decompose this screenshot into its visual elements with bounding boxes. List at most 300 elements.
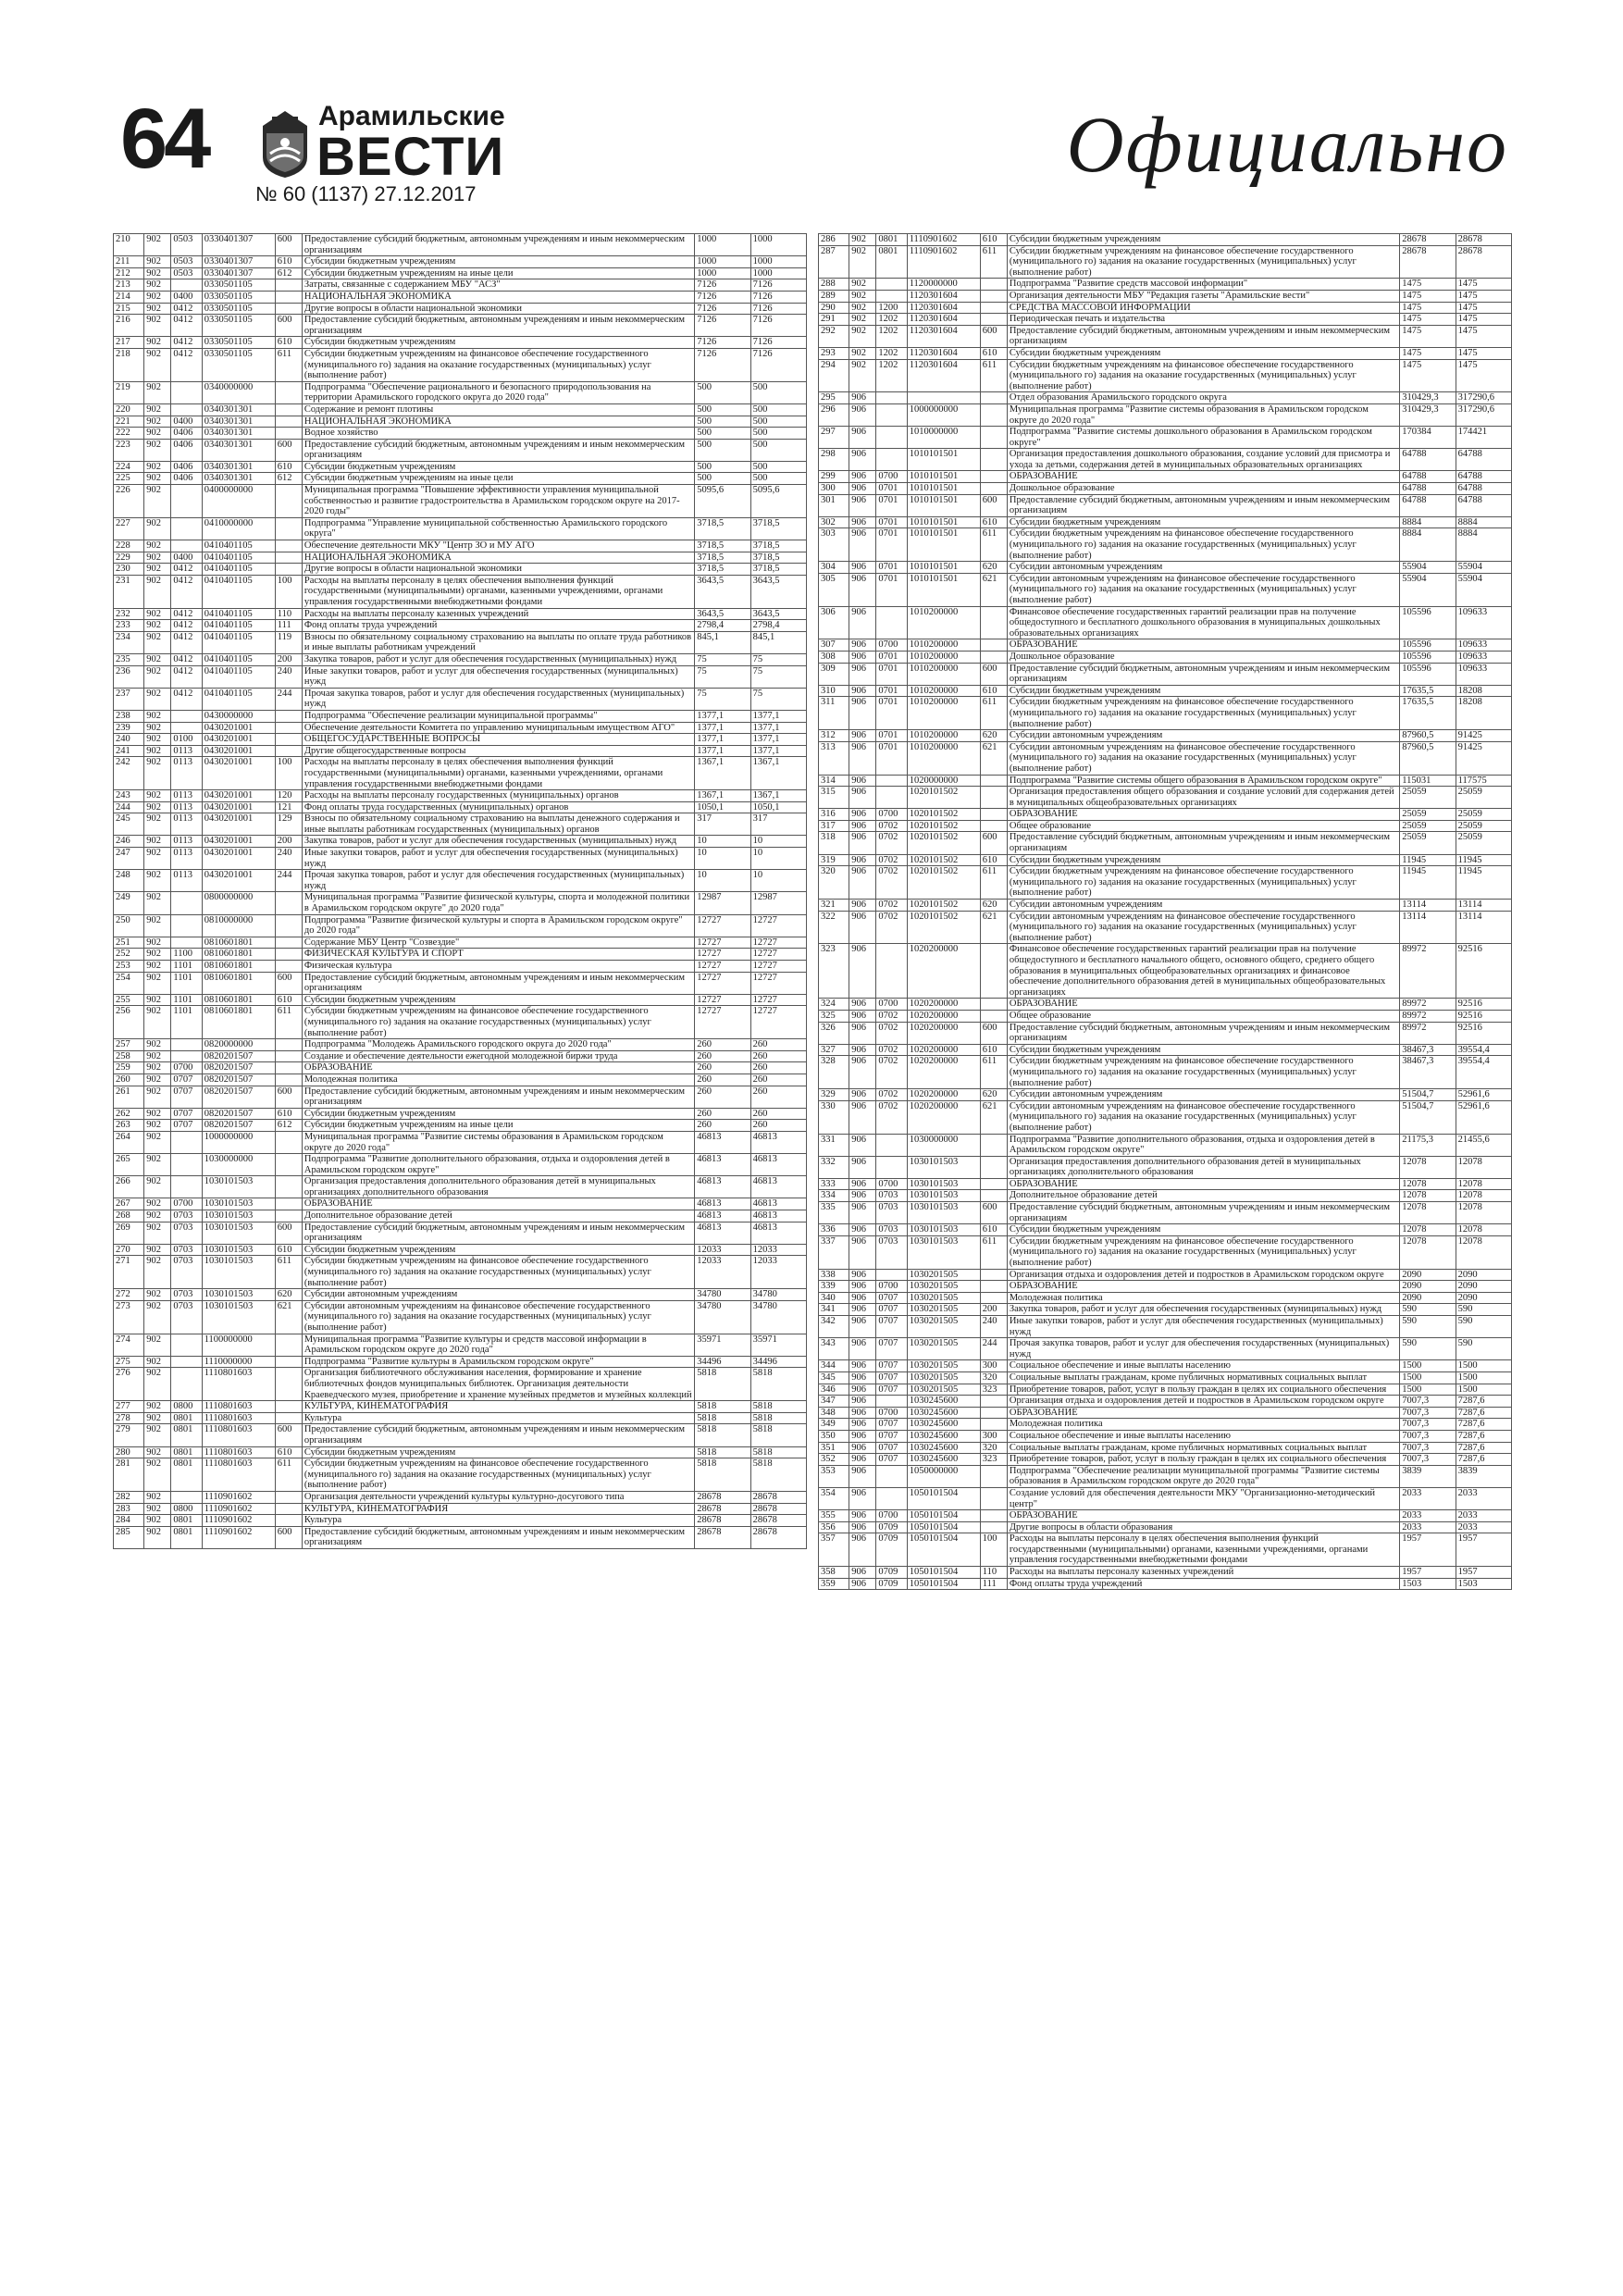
item-name: Субсидии автономным учреждениям на финансовое обеспечение государственного (муниципального го) задания на оказание государственных (муниципальных) услуг (выполнение работ) <box>1007 573 1399 606</box>
expense-type-code: 600 <box>980 1202 1007 1224</box>
target-code: 1010200000 <box>907 697 980 730</box>
row-number: 279 <box>114 1424 144 1446</box>
row-number: 299 <box>819 471 849 483</box>
item-name: Субсидии бюджетным учреждениям на финансовое обеспечение государственного (муниципального го) задания на оказание государственных (муниципальных) услуг (выполнение работ) <box>302 1256 694 1289</box>
amount-2019: 260 <box>695 1120 750 1132</box>
amount-2019: 35971 <box>695 1334 750 1356</box>
target-code: 1120301604 <box>907 290 980 302</box>
admin-code: 906 <box>849 1510 876 1522</box>
row-number: 348 <box>819 1407 849 1419</box>
expense-type-code: 621 <box>980 1100 1007 1134</box>
section-code: 0701 <box>876 528 907 562</box>
section-code: 0400 <box>171 291 202 303</box>
item-name: Социальное обеспечение и иные выплаты населению <box>1007 1430 1399 1442</box>
row-number: 227 <box>114 517 144 540</box>
section-code: 0707 <box>876 1360 907 1372</box>
target-code: 0810601801 <box>202 1006 275 1039</box>
expense-type-code <box>980 651 1007 663</box>
expense-type-code: 200 <box>275 653 302 665</box>
admin-code: 906 <box>849 809 876 821</box>
amount-2019: 12078 <box>1400 1202 1456 1224</box>
section-code: 0707 <box>876 1371 907 1384</box>
amount-2020: 92516 <box>1456 999 1511 1011</box>
table-row <box>819 787 1512 809</box>
row-number: 270 <box>114 1244 144 1256</box>
amount-2020: 5818 <box>750 1401 806 1413</box>
target-code: 0820000000 <box>202 1039 275 1051</box>
amount-2019: 260 <box>695 1108 750 1120</box>
table-row <box>819 403 1512 426</box>
expense-type-code <box>980 809 1007 821</box>
section-code: 0113 <box>171 757 202 790</box>
expense-type-code: 610 <box>980 516 1007 528</box>
expense-type-code: 620 <box>980 730 1007 742</box>
table-row <box>819 663 1512 685</box>
section-code: 0707 <box>876 1454 907 1466</box>
target-code: 1110901602 <box>202 1526 275 1548</box>
amount-2020: 13114 <box>1456 900 1511 912</box>
amount-2020: 317290,6 <box>1456 403 1511 426</box>
amount-2020: 12987 <box>750 892 806 914</box>
target-code: 1050101504 <box>907 1521 980 1533</box>
section-code: 0707 <box>171 1120 202 1132</box>
amount-2019: 34780 <box>695 1300 750 1334</box>
amount-2020: 92516 <box>1456 944 1511 999</box>
table-row <box>819 1454 1512 1466</box>
amount-2019: 3643,5 <box>695 575 750 608</box>
table-row <box>114 1412 807 1424</box>
admin-code: 906 <box>849 866 876 900</box>
amount-2020: 7126 <box>750 291 806 303</box>
row-number: 226 <box>114 485 144 518</box>
target-code: 1100000000 <box>202 1334 275 1356</box>
item-name: Организация отдыха и оздоровления детей и подростков в Арамильском городском округе <box>1007 1269 1399 1281</box>
table-row <box>114 552 807 564</box>
table-row <box>114 337 807 349</box>
admin-code: 902 <box>144 291 171 303</box>
admin-code: 906 <box>849 449 876 471</box>
row-number: 349 <box>819 1419 849 1431</box>
table-row <box>819 1281 1512 1293</box>
item-name: ОБЩЕГОСУДАРСТВЕННЫЕ ВОПРОСЫ <box>302 734 694 746</box>
table-row <box>114 1300 807 1334</box>
expense-type-code: 611 <box>980 245 1007 279</box>
expense-type-code <box>980 1419 1007 1431</box>
target-code: 1030101503 <box>907 1190 980 1202</box>
table-row <box>114 403 807 416</box>
row-number: 324 <box>819 999 849 1011</box>
amount-2020: 39554,4 <box>1456 1044 1511 1056</box>
amount-2019: 7007,3 <box>1400 1396 1456 1408</box>
row-number: 292 <box>819 325 849 347</box>
row-number: 284 <box>114 1515 144 1527</box>
expense-type-code <box>275 734 302 746</box>
amount-2020: 117575 <box>1456 775 1511 787</box>
row-number: 213 <box>114 279 144 292</box>
brand-subtitle: Арамильские <box>318 101 505 131</box>
amount-2020: 109633 <box>1456 663 1511 685</box>
table-row <box>114 1039 807 1051</box>
amount-2020: 3718,5 <box>750 540 806 552</box>
table-row <box>114 1154 807 1176</box>
amount-2019: 17635,5 <box>1400 685 1456 697</box>
table-row <box>114 1050 807 1062</box>
item-name: ОБРАЗОВАНИЕ <box>1007 809 1399 821</box>
table-row <box>819 314 1512 326</box>
target-code: 1020200000 <box>907 1100 980 1134</box>
item-name: Предоставление субсидий бюджетным, автономным учреждениям и иным некоммерческим организациям <box>302 315 694 337</box>
section-code: 0707 <box>876 1304 907 1316</box>
target-code: 1110801603 <box>202 1446 275 1458</box>
item-name: Подпрограмма "Развитие дополнительного образования, отдыха и оздоровления детей в Арамильском городском округе" <box>1007 1134 1399 1156</box>
expense-type-code: 100 <box>980 1533 1007 1567</box>
table-row <box>114 517 807 540</box>
table-row <box>114 234 807 256</box>
section-code <box>171 937 202 949</box>
target-code: 1010101501 <box>907 471 980 483</box>
target-code: 0410401105 <box>202 665 275 688</box>
section-code: 0412 <box>171 631 202 653</box>
row-number: 237 <box>114 688 144 710</box>
expense-type-code <box>275 1131 302 1153</box>
amount-2019: 310429,3 <box>1400 392 1456 404</box>
amount-2020: 109633 <box>1456 606 1511 639</box>
item-name: Культура <box>302 1515 694 1527</box>
row-number: 297 <box>819 427 849 449</box>
section-code <box>171 1039 202 1051</box>
section-code: 0801 <box>171 1412 202 1424</box>
admin-code: 906 <box>849 651 876 663</box>
amount-2020: 10 <box>750 848 806 870</box>
target-code: 1030101503 <box>907 1202 980 1224</box>
amount-2019: 1000 <box>695 267 750 279</box>
row-number: 288 <box>819 279 849 291</box>
admin-code: 906 <box>849 685 876 697</box>
row-number: 244 <box>114 801 144 813</box>
amount-2020: 2033 <box>1456 1510 1511 1522</box>
section-code: 0400 <box>171 552 202 564</box>
target-code: 0410401105 <box>202 653 275 665</box>
admin-code: 906 <box>849 854 876 866</box>
section-code <box>876 392 907 404</box>
section-code: 1101 <box>171 961 202 973</box>
item-name: Молодежная политика <box>1007 1419 1399 1431</box>
target-code: 1120301604 <box>907 314 980 326</box>
section-code: 0503 <box>171 256 202 268</box>
section-code: 0702 <box>876 820 907 832</box>
section-code: 0801 <box>171 1515 202 1527</box>
section-code: 0801 <box>171 1526 202 1548</box>
section-code: 0703 <box>876 1190 907 1202</box>
amount-2019: 12987 <box>695 892 750 914</box>
section-code: 1202 <box>876 347 907 359</box>
amount-2020: 64788 <box>1456 483 1511 495</box>
amount-2019: 1475 <box>1400 359 1456 392</box>
expense-type-code <box>275 722 302 734</box>
table-row <box>114 303 807 315</box>
expense-type-code: 600 <box>980 494 1007 516</box>
admin-code: 902 <box>144 1368 171 1401</box>
item-name: Организация предоставления общего образования и создание условий для содержания детей в муниципальных общеобразовательных организациях <box>1007 787 1399 809</box>
admin-code: 902 <box>144 1062 171 1074</box>
admin-code: 906 <box>849 1371 876 1384</box>
section-code <box>171 722 202 734</box>
target-code: 1020101502 <box>907 854 980 866</box>
amount-2020: 3718,5 <box>750 552 806 564</box>
admin-code: 902 <box>144 1154 171 1176</box>
admin-code: 906 <box>849 1419 876 1431</box>
item-name: Общее образование <box>1007 820 1399 832</box>
item-name: ОБРАЗОВАНИЕ <box>1007 639 1399 652</box>
target-code: 0340301301 <box>202 439 275 461</box>
amount-2020: 11945 <box>1456 854 1511 866</box>
expense-type-code <box>275 1039 302 1051</box>
issue-info: № 60 (1137) 27.12.2017 <box>255 182 477 205</box>
amount-2019: 46813 <box>695 1198 750 1210</box>
target-code: 0430201001 <box>202 870 275 892</box>
admin-code: 906 <box>849 911 876 944</box>
admin-code: 902 <box>144 1401 171 1413</box>
amount-2020: 1475 <box>1456 347 1511 359</box>
target-code: 1120000000 <box>907 279 980 291</box>
target-code: 1120301604 <box>907 347 980 359</box>
row-number: 333 <box>819 1178 849 1190</box>
target-code: 0430201001 <box>202 848 275 870</box>
amount-2020: 500 <box>750 381 806 403</box>
section-code: 0800 <box>171 1401 202 1413</box>
expense-type-code: 620 <box>980 562 1007 574</box>
expense-type-code <box>980 279 1007 291</box>
expense-type-code <box>275 381 302 403</box>
table-row <box>114 1424 807 1446</box>
amount-2020: 1475 <box>1456 314 1511 326</box>
amount-2020: 500 <box>750 461 806 473</box>
section-code: 0707 <box>876 1419 907 1431</box>
item-name: Расходы на выплаты персоналу казенных учреждений <box>302 608 694 620</box>
amount-2020: 13114 <box>1456 911 1511 944</box>
section-code <box>171 1131 202 1153</box>
target-code: 1010200000 <box>907 730 980 742</box>
table-row <box>819 1202 1512 1224</box>
table-row <box>114 1289 807 1301</box>
amount-2020: 1500 <box>1456 1384 1511 1396</box>
expense-type-code: 611 <box>275 348 302 381</box>
table-row <box>114 461 807 473</box>
admin-code: 906 <box>849 483 876 495</box>
section-code: 0700 <box>171 1198 202 1210</box>
amount-2020: 12727 <box>750 937 806 949</box>
expense-type-code <box>275 1210 302 1222</box>
item-name: Подпрограмма "Развитие культуры в Арамильском городском округе" <box>302 1356 694 1368</box>
amount-2019: 1475 <box>1400 279 1456 291</box>
item-name: Субсидии бюджетным учреждениям <box>1007 516 1399 528</box>
target-code: 1050101504 <box>907 1487 980 1509</box>
amount-2019: 75 <box>695 665 750 688</box>
amount-2020: 7287,6 <box>1456 1407 1511 1419</box>
item-name: Субсидии бюджетным учреждениям <box>302 1446 694 1458</box>
admin-code: 902 <box>144 1412 171 1424</box>
target-code: 1050000000 <box>907 1465 980 1487</box>
admin-code: 906 <box>849 471 876 483</box>
item-name: Иные закупки товаров, работ и услуг для обеспечения государственных (муниципальных) нужд <box>1007 1316 1399 1338</box>
row-number: 320 <box>819 866 849 900</box>
row-number: 232 <box>114 608 144 620</box>
row-number: 277 <box>114 1401 144 1413</box>
table-row <box>114 608 807 620</box>
expense-type-code <box>275 1356 302 1368</box>
item-name: Прочая закупка товаров, работ и услуг для обеспечения государственных (муниципальных) нужд <box>1007 1338 1399 1360</box>
admin-code: 902 <box>144 1244 171 1256</box>
expense-type-code: 320 <box>980 1442 1007 1454</box>
amount-2019: 105596 <box>1400 639 1456 652</box>
admin-code: 902 <box>849 314 876 326</box>
amount-2019: 1500 <box>1400 1371 1456 1384</box>
item-name: Субсидии бюджетным учреждениям <box>1007 347 1399 359</box>
expense-type-code <box>980 1510 1007 1522</box>
item-name: Создание условий для обеспечения деятельности МКУ "Организационно-методический центр" <box>1007 1487 1399 1509</box>
section-code: 0702 <box>876 900 907 912</box>
row-number: 239 <box>114 722 144 734</box>
admin-code: 902 <box>144 961 171 973</box>
amount-2020: 7287,6 <box>1456 1419 1511 1431</box>
expense-type-code <box>275 279 302 292</box>
target-code: 1030201505 <box>907 1304 980 1316</box>
row-number: 217 <box>114 337 144 349</box>
row-number: 271 <box>114 1256 144 1289</box>
amount-2020: 260 <box>750 1050 806 1062</box>
amount-2020: 1000 <box>750 234 806 256</box>
row-number: 343 <box>819 1338 849 1360</box>
amount-2020: 1377,1 <box>750 745 806 757</box>
target-code: 1010101501 <box>907 494 980 516</box>
target-code: 1020200000 <box>907 1089 980 1101</box>
admin-code: 906 <box>849 1384 876 1396</box>
admin-code: 906 <box>849 1134 876 1156</box>
amount-2020: 3643,5 <box>750 608 806 620</box>
admin-code: 906 <box>849 741 876 775</box>
admin-code: 906 <box>849 1442 876 1454</box>
row-number: 267 <box>114 1198 144 1210</box>
amount-2019: 12033 <box>695 1256 750 1289</box>
expense-type-code: 200 <box>980 1304 1007 1316</box>
item-name: Подпрограмма "Развитие дополнительного образования, отдыха и оздоровления детей в Арамильском городском округе" <box>302 1154 694 1176</box>
row-number: 311 <box>819 697 849 730</box>
expense-type-code: 240 <box>275 848 302 870</box>
section-code: 0412 <box>171 303 202 315</box>
item-name: Содержание и ремонт плотины <box>302 403 694 416</box>
amount-2020: 75 <box>750 653 806 665</box>
target-code: 1030101503 <box>907 1235 980 1269</box>
amount-2019: 2798,4 <box>695 620 750 632</box>
admin-code: 902 <box>144 1515 171 1527</box>
amount-2020: 46813 <box>750 1176 806 1198</box>
admin-code: 902 <box>144 348 171 381</box>
section-code <box>876 1487 907 1509</box>
section-code: 0702 <box>876 866 907 900</box>
admin-code: 902 <box>144 836 171 848</box>
expense-type-code: 610 <box>275 256 302 268</box>
amount-2019: 3718,5 <box>695 517 750 540</box>
table-row <box>114 1062 807 1074</box>
item-name: Подпрограмма "Развитие системы общего образования в Арамильском городском округе" <box>1007 775 1399 787</box>
section-code: 0703 <box>171 1289 202 1301</box>
row-number: 326 <box>819 1022 849 1044</box>
admin-code: 902 <box>849 347 876 359</box>
amount-2020: 21455,6 <box>1456 1134 1511 1156</box>
item-name: КУЛЬТУРА, КИНЕМАТОГРАФИЯ <box>302 1503 694 1515</box>
expense-type-code <box>275 1334 302 1356</box>
section-code: 0801 <box>171 1446 202 1458</box>
amount-2019: 1377,1 <box>695 722 750 734</box>
row-number: 243 <box>114 790 144 802</box>
item-name: ФИЗИЧЕСКАЯ КУЛЬТУРА И СПОРТ <box>302 949 694 961</box>
expense-type-code: 110 <box>980 1567 1007 1579</box>
row-number: 260 <box>114 1074 144 1086</box>
section-code: 0700 <box>876 1510 907 1522</box>
admin-code: 906 <box>849 1010 876 1022</box>
amount-2019: 1475 <box>1400 347 1456 359</box>
item-name: Расходы на выплаты персоналу в целях обеспечения выполнения функций государственными (муниципальными) органами, казенными учреждениями, органами управления государственными внебюджетными фондами <box>302 757 694 790</box>
amount-2019: 1500 <box>1400 1384 1456 1396</box>
target-code: 1020101502 <box>907 911 980 944</box>
table-row <box>819 290 1512 302</box>
row-number: 358 <box>819 1567 849 1579</box>
amount-2019: 12078 <box>1400 1156 1456 1178</box>
target-code: 1010101501 <box>907 516 980 528</box>
table-row <box>114 937 807 949</box>
amount-2019: 38467,3 <box>1400 1056 1456 1089</box>
amount-2020: 2090 <box>1456 1292 1511 1304</box>
target-code: 1030201505 <box>907 1371 980 1384</box>
item-name: Субсидии автономным учреждениям <box>1007 900 1399 912</box>
admin-code: 906 <box>849 1089 876 1101</box>
amount-2019: 46813 <box>695 1222 750 1244</box>
table-row <box>819 1178 1512 1190</box>
target-code: 0340000000 <box>202 381 275 403</box>
item-name: Общее образование <box>1007 1010 1399 1022</box>
table-row <box>114 870 807 892</box>
section-code <box>876 1134 907 1156</box>
amount-2019: 10 <box>695 870 750 892</box>
amount-2020: 1367,1 <box>750 790 806 802</box>
row-number: 242 <box>114 757 144 790</box>
section-code: 0801 <box>171 1458 202 1492</box>
amount-2019: 500 <box>695 461 750 473</box>
target-code: 1010101501 <box>907 483 980 495</box>
item-name: Предоставление субсидий бюджетным, автономным учреждениям и иным некоммерческим организациям <box>302 439 694 461</box>
target-code: 1020200000 <box>907 1056 980 1089</box>
item-name: Подпрограмма "Развитие физической культуры и спорта в Арамильском городском округе" до 2020 года" <box>302 914 694 937</box>
amount-2019: 3718,5 <box>695 540 750 552</box>
amount-2020: 25059 <box>1456 832 1511 854</box>
amount-2020: 28678 <box>750 1526 806 1548</box>
section-code: 0707 <box>876 1292 907 1304</box>
target-code: 1050101504 <box>907 1510 980 1522</box>
amount-2020: 1377,1 <box>750 710 806 722</box>
section-code <box>876 606 907 639</box>
expense-type-code <box>980 290 1007 302</box>
item-name: Физическая культура <box>302 961 694 973</box>
admin-code: 902 <box>144 1446 171 1458</box>
expense-type-code: 600 <box>275 1424 302 1446</box>
row-number: 345 <box>819 1371 849 1384</box>
row-number: 313 <box>819 741 849 775</box>
row-number: 296 <box>819 403 849 426</box>
row-number: 261 <box>114 1086 144 1108</box>
item-name: Субсидии бюджетным учреждениям на финансовое обеспечение государственного (муниципального го) задания на оказание государственных (муниципальных) услуг (выполнение работ) <box>1007 1235 1399 1269</box>
table-row <box>819 1430 1512 1442</box>
expense-type-code: 600 <box>275 315 302 337</box>
